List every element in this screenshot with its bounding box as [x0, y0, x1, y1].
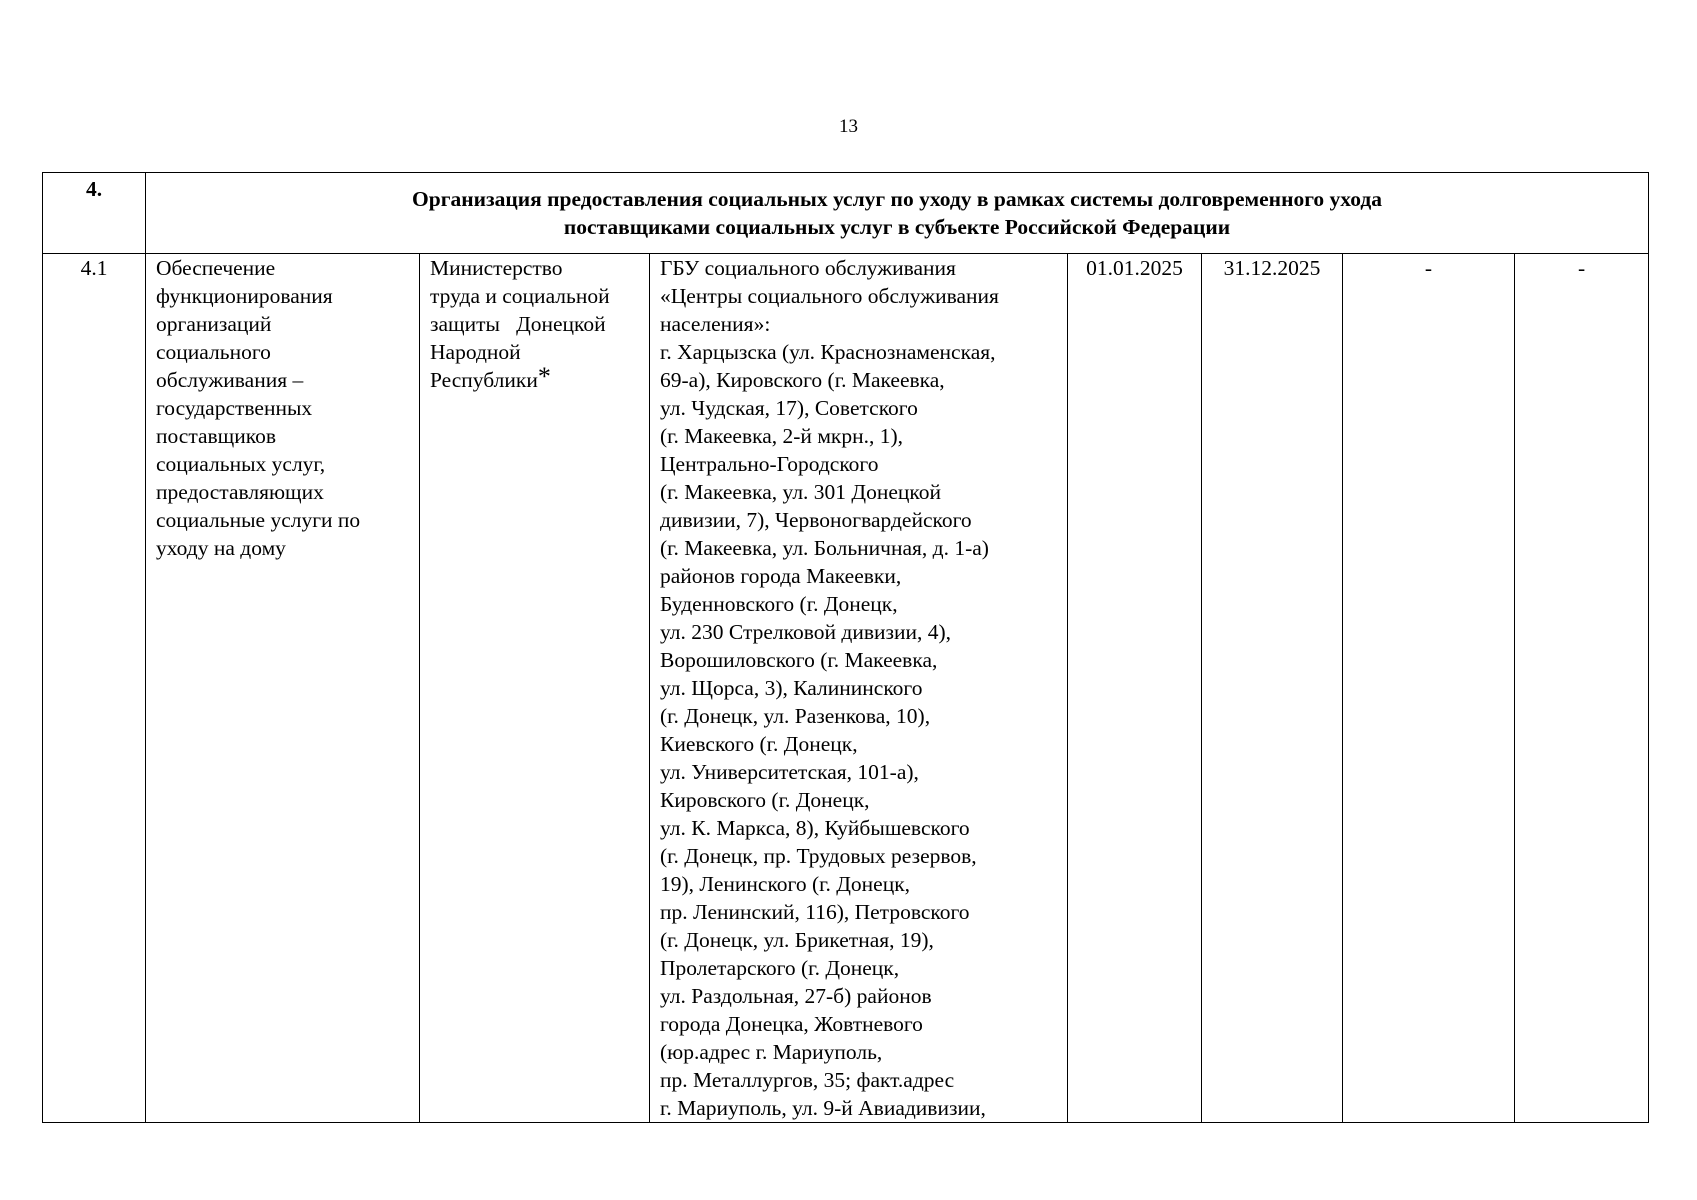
responsible-line: труда и социальной [430, 284, 610, 308]
executor-line: 19), Ленинского (г. Донецк, [660, 872, 911, 896]
executor-line: (г. Донецк, пр. Трудовых резервов, [660, 844, 977, 868]
executor-line: Ворошиловского (г. Макеевка, [660, 648, 938, 672]
executor-line: (г. Макеевка, ул. Больничная, д. 1-а) [660, 536, 989, 560]
executor-line: г. Харцызска (ул. Краснознаменская, [660, 340, 996, 364]
executor-line: (г. Макеевка, ул. 301 Донецкой [660, 480, 942, 504]
executor-line: Киевского (г. Донецк, [660, 732, 858, 756]
executor-line: ул. Чудская, 17), Советского [660, 396, 918, 420]
executor-line: ул. Щорса, 3), Калининского [660, 676, 923, 700]
activity-line: социального [156, 340, 271, 364]
executor-line: (г. Донецк, ул. Брикетная, 19), [660, 928, 934, 952]
executor-line: ул. 230 Стрелковой дивизии, 4), [660, 620, 952, 644]
executor-line: «Центры социального обслуживания [660, 284, 999, 308]
end-date: 31.12.2025 [1202, 254, 1343, 1123]
responsible-line: Республики [430, 368, 538, 392]
activity-line: обслуживания – [156, 368, 304, 392]
executors-cell [650, 254, 1068, 1123]
plan-table [42, 172, 1649, 1123]
activity-line: Обеспечение [156, 256, 276, 280]
executor-line: ул. Раздольная, 27-б) районов [660, 984, 932, 1008]
responsible-cell [420, 254, 650, 1123]
executor-line: ул. Университетская, 101-а), [660, 760, 919, 784]
section-title-line: Организация предоставления социальных услуг по уходу в рамках системы долговременного ухода [412, 187, 1382, 211]
responsible-line-last [430, 362, 643, 394]
executor-line: населения»: [660, 312, 771, 336]
executor-line: ГБУ социального обслуживания [660, 256, 956, 280]
executor-line: (юр.адрес г. Мариуполь, [660, 1040, 883, 1064]
executor-line: (г. Макеевка, 2-й мкрн., 1), [660, 424, 904, 448]
executor-line: районов города Макеевки, [660, 564, 902, 588]
executor-line: дивизии, 7), Червоногвардейского [660, 508, 972, 532]
executor-line: Кировского (г. Донецк, [660, 788, 870, 812]
executor-line: пр. Ленинский, 116), Петровского [660, 900, 970, 924]
start-date: 01.01.2025 [1068, 254, 1202, 1123]
activity-line: функционирования [156, 284, 333, 308]
activity-line: уходу на дому [156, 536, 286, 560]
executor-line: ул. К. Маркса, 8), Куйбышевского [660, 816, 970, 840]
executor-line: Пролетарского (г. Донецк, [660, 956, 900, 980]
footnote-mark: * [537, 362, 551, 391]
executor-line: пр. Металлургов, 35; факт.адрес [660, 1068, 955, 1092]
row-number: 4.1 [43, 254, 146, 1123]
page-number: 13 [839, 116, 858, 137]
responsible-line: защиты Донецкой [430, 312, 606, 336]
column-7-value: - [1343, 254, 1515, 1123]
executor-line: (г. Донецк, ул. Разенкова, 10), [660, 704, 931, 728]
section-title [146, 173, 1649, 254]
executor-line: города Донецка, Жовтневого [660, 1012, 923, 1036]
section-number: 4. [43, 173, 146, 254]
activity-cell [146, 254, 420, 1123]
section-header-row [43, 173, 1649, 254]
executor-line: Центрально-Городского [660, 452, 879, 476]
activity-line: организаций [156, 312, 272, 336]
activity-line: поставщиков [156, 424, 277, 448]
responsible-line: Министерство [430, 256, 563, 280]
section-title-line: поставщиками социальных услуг в субъекте Российской Федерации [563, 215, 1231, 239]
executor-line: 69-а), Кировского (г. Макеевка, [660, 368, 945, 392]
activity-line: предоставляющих [156, 480, 324, 504]
executor-line: Буденновского (г. Донецк, [660, 592, 898, 616]
responsible-line: Народной [430, 340, 521, 364]
column-8-value: - [1515, 254, 1649, 1123]
activity-line: государственных [156, 396, 313, 420]
table-row [43, 254, 1649, 1123]
activity-line: социальные услуги по [156, 508, 361, 532]
activity-line: социальных услуг, [156, 452, 326, 476]
executor-line: г. Мариуполь, ул. 9-й Авиадивизии, [660, 1096, 986, 1120]
